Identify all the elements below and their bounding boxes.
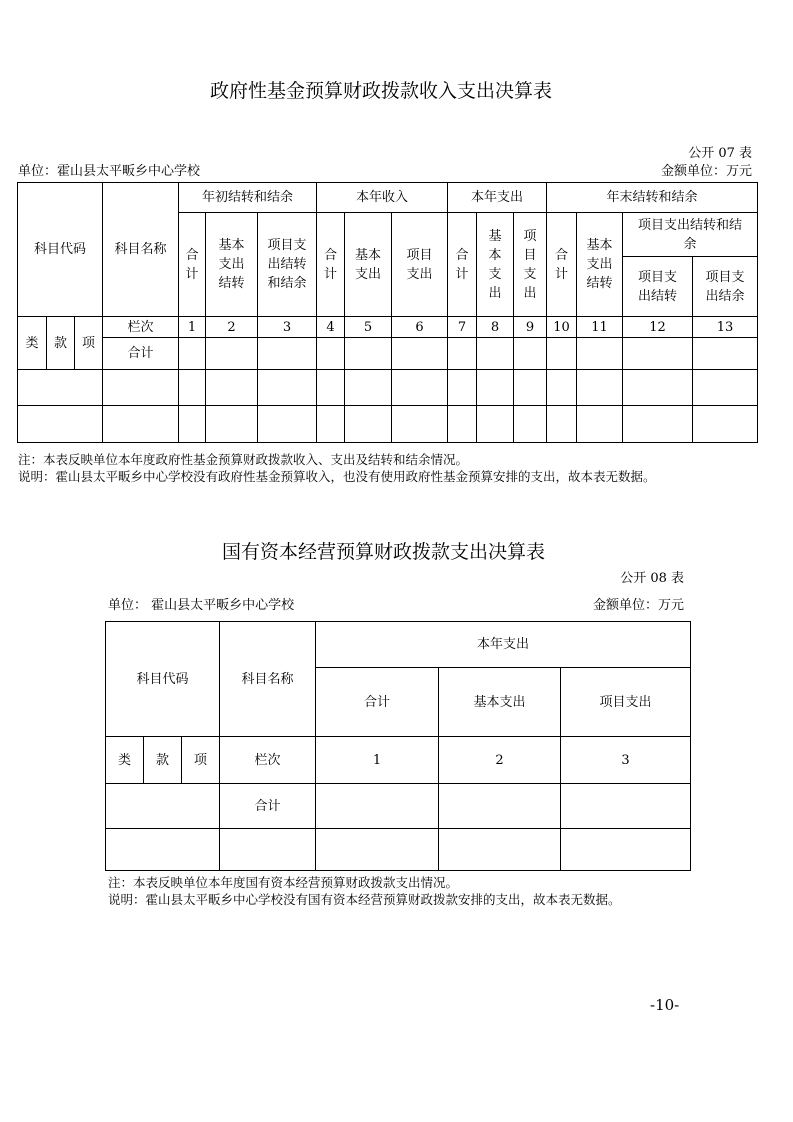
col-number: 9 — [514, 317, 547, 338]
sum-label: 合计 — [103, 338, 179, 370]
header-col-no: 栏次 — [220, 737, 316, 784]
col-number: 5 — [345, 317, 392, 338]
header-project: 项目支出 — [561, 668, 691, 737]
header-cat: 类 — [18, 317, 47, 370]
table-row — [106, 829, 691, 871]
header-beginning: 年初结转和结余 — [179, 183, 317, 213]
header-subject-name: 科目名称 — [103, 183, 179, 317]
header-subject-code: 科目代码 — [18, 183, 103, 317]
header-beginning-project-carry-balance: 项目支出结转和结余 — [258, 213, 317, 317]
table08-title: 国有资本经营预算财政拨款支出决算表 — [222, 541, 546, 563]
table07-note: 注：本表反映单位本年度政府性基金预算财政拨款收入、支出及结转和结余情况。 — [18, 452, 469, 467]
header-subject-code: 科目代码 — [106, 622, 220, 737]
table07 — [17, 182, 758, 443]
col-number: 2 — [206, 317, 258, 338]
table08-note: 注：本表反映单位本年度国有资本经营预算财政拨款支出情况。 — [108, 875, 459, 890]
table07-amount-unit: 金额单位：万元 — [660, 164, 752, 179]
col-number: 3 — [258, 317, 317, 338]
table08 — [105, 621, 691, 871]
page-number: -10- — [650, 996, 680, 1014]
col-number: 3 — [561, 737, 691, 784]
sum-label: 合计 — [220, 784, 316, 829]
col-number: 1 — [179, 317, 206, 338]
header-ending-project-carry: 项目支出结转 — [623, 257, 693, 317]
header-expense: 本年支出 — [316, 622, 691, 668]
col-number: 7 — [448, 317, 477, 338]
table08-explanation: 说明：霍山县太平畈乡中心学校没有国有资本经营预算财政拨款安排的支出，故本表无数据。 — [108, 892, 621, 907]
header-total: 合计 — [316, 668, 439, 737]
header-expense-total: 合计 — [448, 213, 477, 317]
table07-code: 公开 07 表 — [688, 146, 752, 161]
header-sub: 项 — [182, 737, 220, 784]
table07-unit: 单位：霍山县太平畈乡中心学校 — [18, 164, 201, 179]
table07-explanation: 说明：霍山县太平畈乡中心学校没有政府性基金预算收入，也没有使用政府性基金预算安排的支出，故本表无数据。 — [18, 469, 656, 484]
header-ending-project-carry-balance: 项目支出结转和结余 — [623, 213, 758, 257]
header-item: 款 — [144, 737, 182, 784]
header-ending-project-balance: 项目支出结余 — [693, 257, 758, 317]
header-income: 本年收入 — [317, 183, 448, 213]
header-item: 款 — [47, 317, 75, 370]
header-subject-name: 科目名称 — [220, 622, 316, 737]
header-ending-basic-carry: 基本支出结转 — [577, 213, 623, 317]
col-number: 2 — [439, 737, 561, 784]
table08-code: 公开 08 表 — [620, 571, 684, 586]
header-cat: 类 — [106, 737, 144, 784]
table08-unit: 单位： 霍山县太平畈乡中心学校 — [108, 598, 295, 613]
header-income-total: 合计 — [317, 213, 345, 317]
table-row — [18, 370, 758, 406]
header-sub: 项 — [75, 317, 103, 370]
col-number: 13 — [693, 317, 758, 338]
header-beginning-total: 合计 — [179, 213, 206, 317]
table08-amount-unit: 金额单位：万元 — [592, 598, 684, 613]
header-ending-total: 合计 — [547, 213, 577, 317]
header-expense-basic: 基本支出 — [477, 213, 514, 317]
col-number: 10 — [547, 317, 577, 338]
header-income-project: 项目支出 — [392, 213, 448, 317]
header-expense: 本年支出 — [448, 183, 547, 213]
col-number: 11 — [577, 317, 623, 338]
table-row — [18, 406, 758, 443]
header-expense-project: 项目支出 — [514, 213, 547, 317]
col-number: 12 — [623, 317, 693, 338]
col-number: 1 — [316, 737, 439, 784]
header-ending: 年末结转和结余 — [547, 183, 758, 213]
col-number: 4 — [317, 317, 345, 338]
col-number: 6 — [392, 317, 448, 338]
header-income-basic: 基本支出 — [345, 213, 392, 317]
col-number: 8 — [477, 317, 514, 338]
header-beginning-basic-carry: 基本支出结转 — [206, 213, 258, 317]
header-col-no: 栏次 — [103, 317, 179, 338]
table07-title: 政府性基金预算财政拨款收入支出决算表 — [210, 80, 553, 102]
header-basic: 基本支出 — [439, 668, 561, 737]
